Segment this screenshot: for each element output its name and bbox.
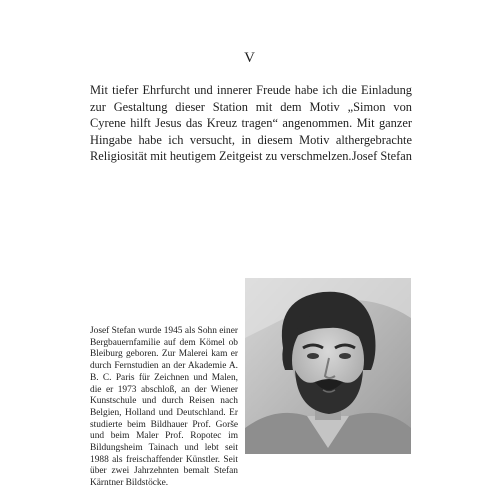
signature: Josef Stefan (351, 149, 412, 163)
intro-paragraph: Mit tiefer Ehrfurcht und innerer Freude habe ich die Einladung zur Gestaltung dieser Station mit dem Motiv „Simon von Cyrene hilft Jesus das Kreuz tragen“ angenommen. Mit ganzer Hingabe habe ich versucht, in diesem Motiv althergebrachte Religiosität mit heutigem Zeitgeist zu verschmelzen. (90, 83, 412, 163)
portrait-photo (245, 278, 411, 454)
biography-paragraph: Josef Stefan wurde 1945 als Sohn einer Bergbauernfamilie auf dem Kömel ob Bleiburg geboren. Zur Malerei kam er durch Fernstudien an der Akademie A. B. C. Paris für Zeichnen und Malen, die er 1973 abschloß, an der Wiener Kunstschule und durch Reisen nach Belgien, Holland und Deutschland. Er studierte beim Bildhauer Prof. Gorše und beim Maler Prof. Ropotec im Bildungsheim Tainach und lebt seit 1988 als freischaffender Künstler. Seit über zwei Jahrzehnten bemalt Stefan Kärntner Bildstöcke. (90, 326, 238, 489)
page-number: V (244, 50, 256, 66)
portrait-illustration (245, 278, 411, 454)
